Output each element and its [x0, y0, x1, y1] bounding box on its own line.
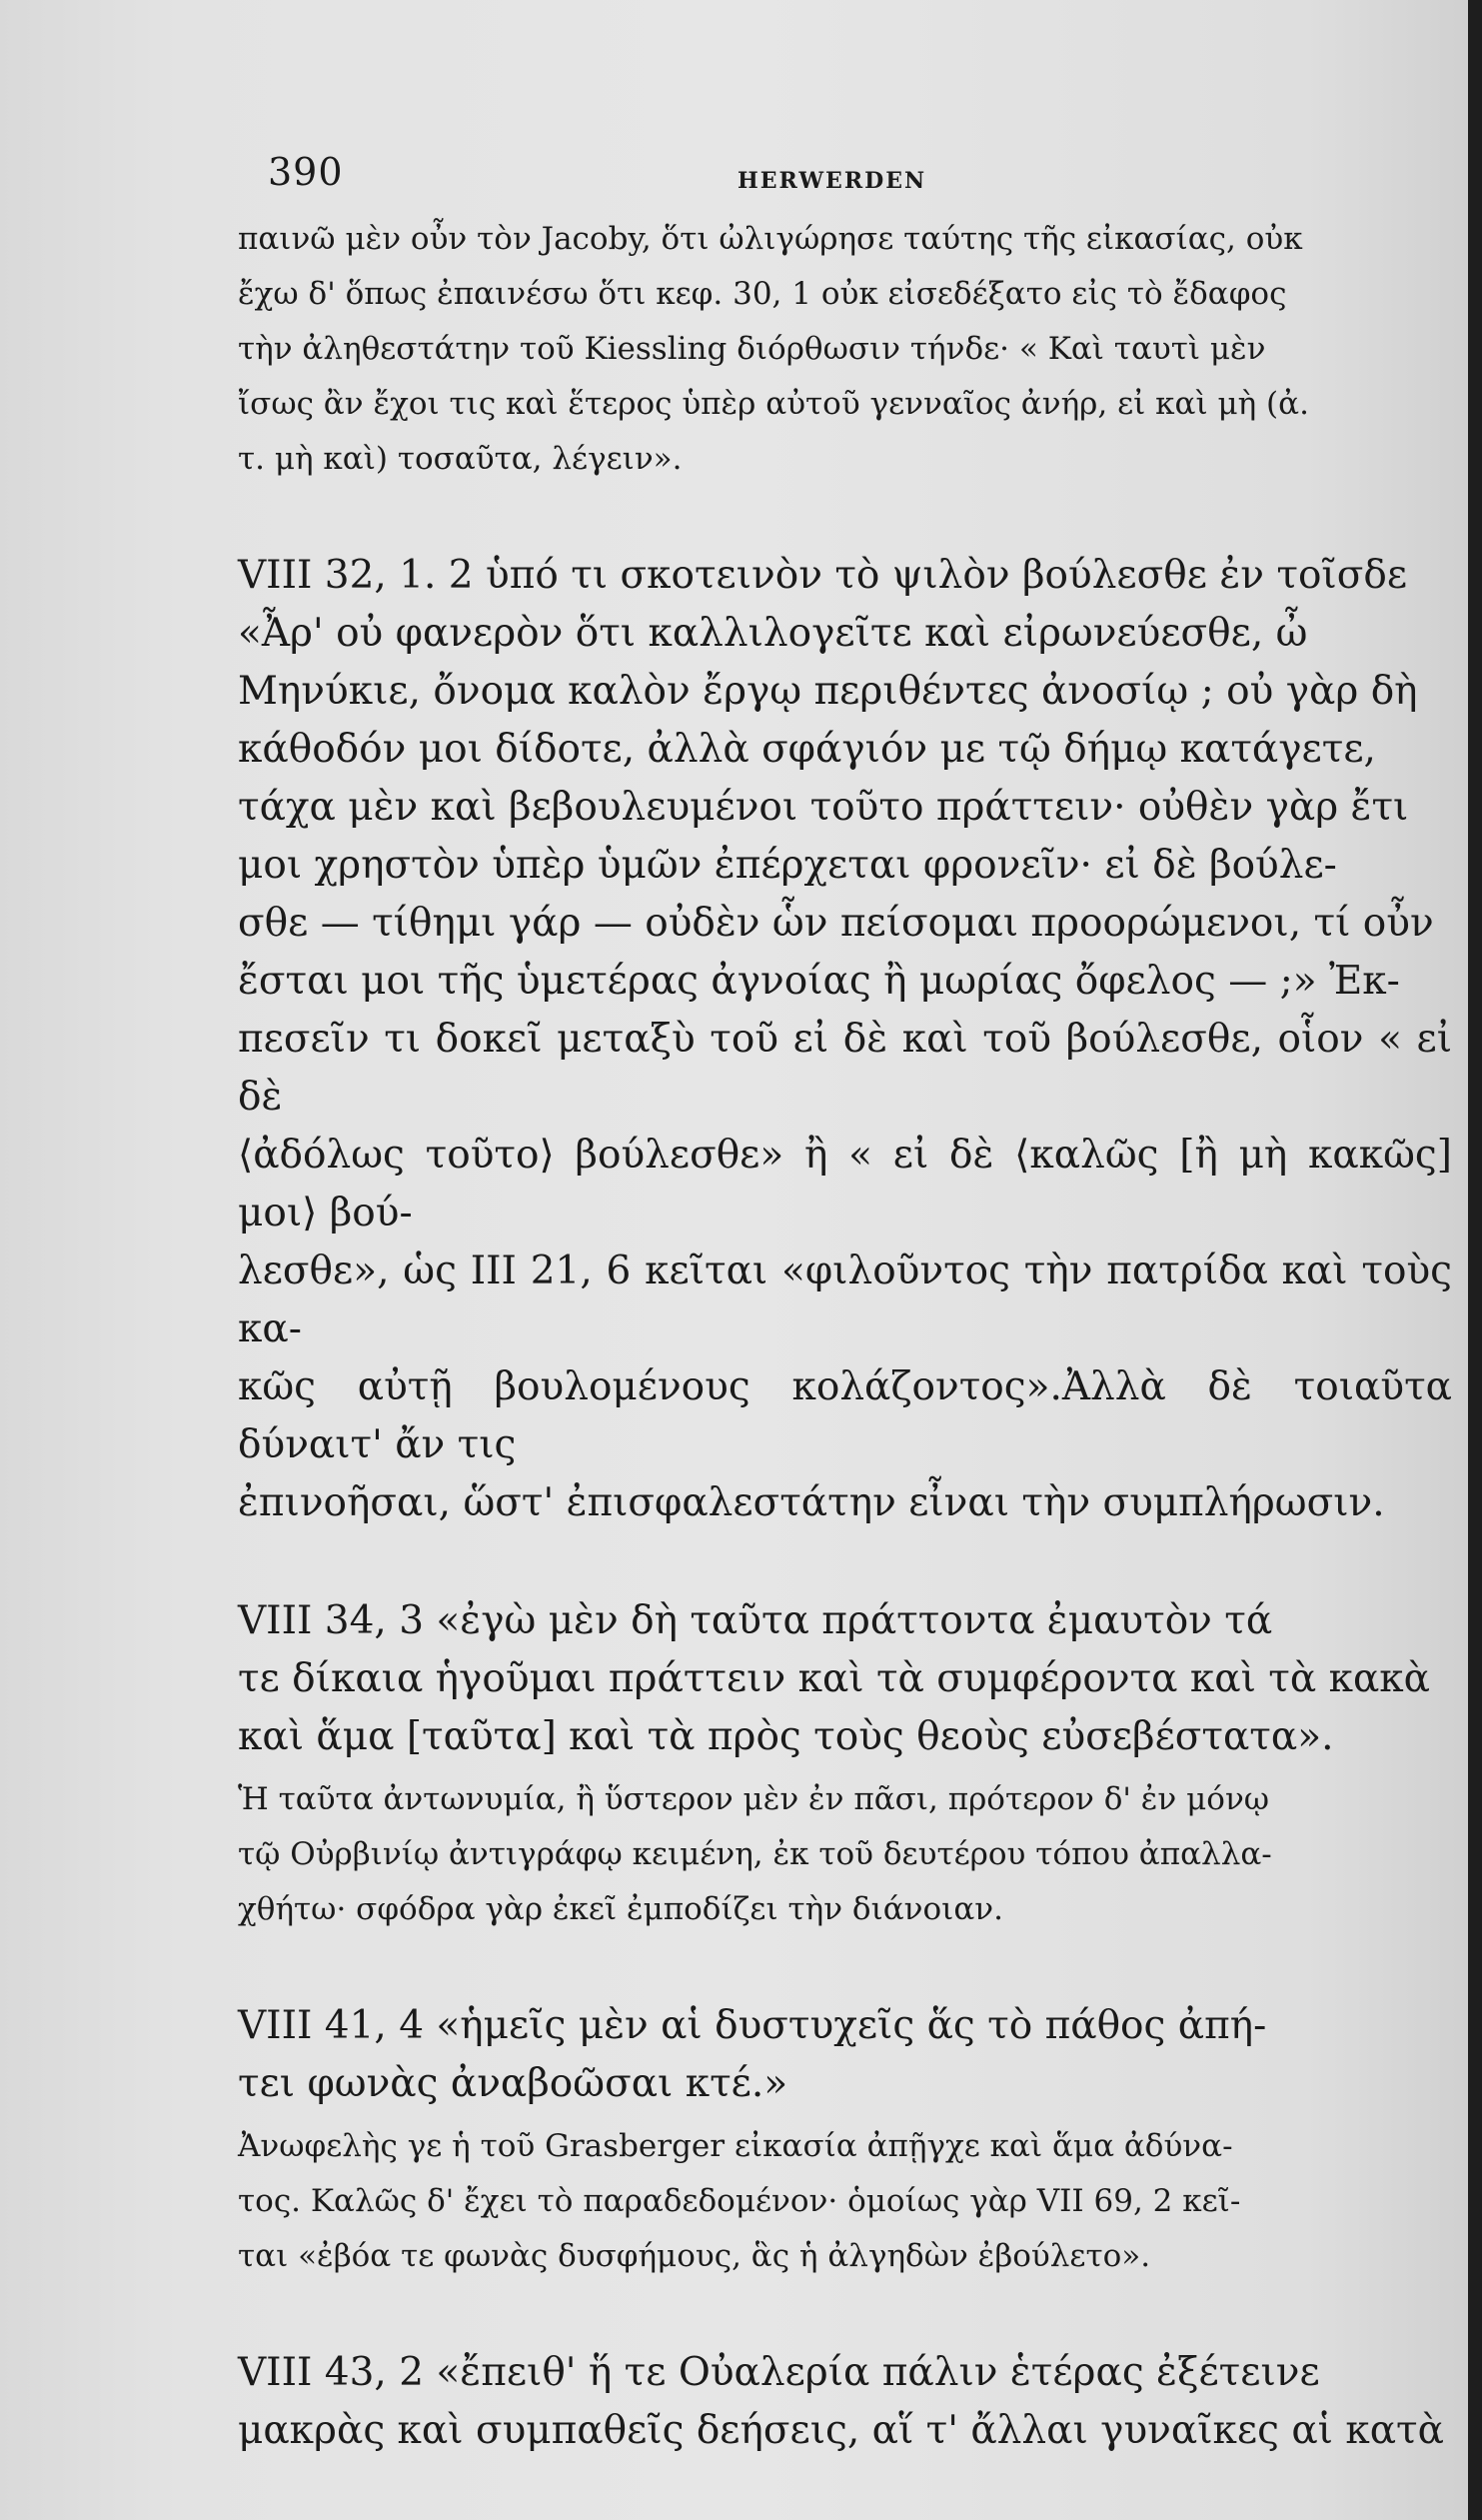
paragraph-grasberger-note: Ἀνωφελὴς γε ἡ τοῦ Grasberger εἰκασία ἀπῇγχε καὶ ἅμα ἀδύνα- τος. Καλῶς δ' ἔχει τὸ παραδεδομένον· ὁμοίως γὰρ VII 69, 2 κεῖ- ται «ἐβόα τε φωνὰς δυσφήμους, ἃς ἡ ἀλγηδὼν ἐβούλετο».: [238, 2128, 1241, 2274]
paragraph-viii-43: VIII 43, 2 «ἔπειθ' ἥ τε Οὐαλερία πάλιν ἑτέρας ἐξέτεινε μακρὰς καὶ συμπαθεῖς δεήσεις, αἵ τ' ἄλλαι γυναῖκες αἱ κατὰ: [238, 2350, 1444, 2453]
page-edge-shadow: [1468, 0, 1482, 2520]
paragraph-viii-34: VIII 34, 3 «ἐγὼ μὲν δὴ ταῦτα πράττοντα ἐμαυτὸν τά τε δίκαια ἡγοῦμαι πράττειν καὶ τὰ συμφέροντα καὶ τὰ κακὰ καὶ ἅμα [ταῦτα] καὶ τὰ πρὸς τοὺς θεοὺς εὐσεβέστατα».: [238, 1598, 1431, 1759]
paragraph-viii-41: VIII 41, 4 «ἡμεῖς μὲν αἱ δυστυχεῖς ἅς τὸ πάθος ἀπή- τει φωνὰς ἀναβοῶσαι κτέ.»: [238, 2003, 1267, 2106]
paragraph-viii-32: VIII 32, 1. 2 ὑπό τι σκοτεινὸν τὸ ψιλὸν βούλεσθε ἐν τοῖσδε «Ἆρ' οὐ φανερὸν ὅτι καλλιλογεῖτε καὶ εἰρωνεύεσθε, ὦ Μηνύκιε, ὄνομα καλὸν ἔργῳ περιθέντες ἀνοσίῳ ; οὐ γὰρ δὴ κάθοδόν μοι δίδοτε, ἀλλὰ σφάγιόν με τῷ δήμῳ κατάγετε, τάχα μὲν καὶ βεβουλευμένοι τοῦτο πράττειν· οὐθὲν γὰρ ἔτι μοι χρηστὸν ὑπὲρ ὑμῶν ἐπέρχεται φρονεῖν· εἰ δὲ βούλε- σθε — τίθημι γάρ — οὐδὲν ὧν πείσομαι προορώμενοι, τί οὖν ἔσται μοι τῆς ὑμετέρας ἀγνοίας ἢ μωρίας ὄφελος — ;» Ἐκ- πεσεῖν τι δοκεῖ μεταξὺ τοῦ εἰ δὲ καὶ τοῦ βούλεσθε, οἷον « εἰ δὲ ⟨ἀδόλως τοῦτο⟩ βούλεσθε» ἢ « εἰ δὲ ⟨καλῶς [ἢ μὴ κακῶς] μοι⟩ βού- λεσθε», ὡς III 21, 6 κεῖται «φιλοῦντος τὴν πατρίδα καὶ τοὺς κα- κῶς αὐτῇ βουλομένους κολάζοντος».Ἀλλὰ δὲ τοιαῦτα δύναιτ' ἄν τις ἐπινοῆσαι, ὥστ' ἐπισφαλεστάτην εἶναι τὴν συμπλήρωσιν.: [238, 553, 1452, 1525]
paragraph-tauta-note: Ἡ ταῦτα ἀντωνυμία, ἢ ὕστερον μὲν ἐν πᾶσι, πρότερον δ' ἐν μόνῳ τῷ Οὐρβινίῳ ἀντιγράφῳ κειμένη, ἐκ τοῦ δευτέρου τόπου ἀπαλλα- χθήτω· σφόδρα γὰρ ἐκεῖ ἐμποδίζει τὴν διάνοιαν.: [238, 1781, 1272, 1927]
page-number: 390: [268, 150, 344, 194]
running-head: HERWERDEN: [738, 168, 927, 194]
page-body: [238, 212, 1452, 2460]
page-header: [268, 150, 1457, 210]
paragraph-jacoby-note: παινῶ μὲν οὖν τὸν Jacoby, ὅτι ὠλιγώρησε ταύτης τῆς εἰκασίας, οὐκ ἔχω δ' ὅπως ἐπαινέσω ὅτι κεφ. 30, 1 οὐκ εἰσεδέξατο εἰς τὸ ἔδαφος τὴν ἀληθεστάτην τοῦ Kiessling διόρθωσιν τήνδε· « Καὶ ταυτὶ μὲν ἴσως ἂν ἔχοι τις καὶ ἕτερος ὑπὲρ αὐτοῦ γενναῖος ἀνήρ, εἰ καὶ μὴ (ἀ. τ. μὴ καὶ) τοσαῦτα, λέγειν».: [238, 221, 1309, 477]
